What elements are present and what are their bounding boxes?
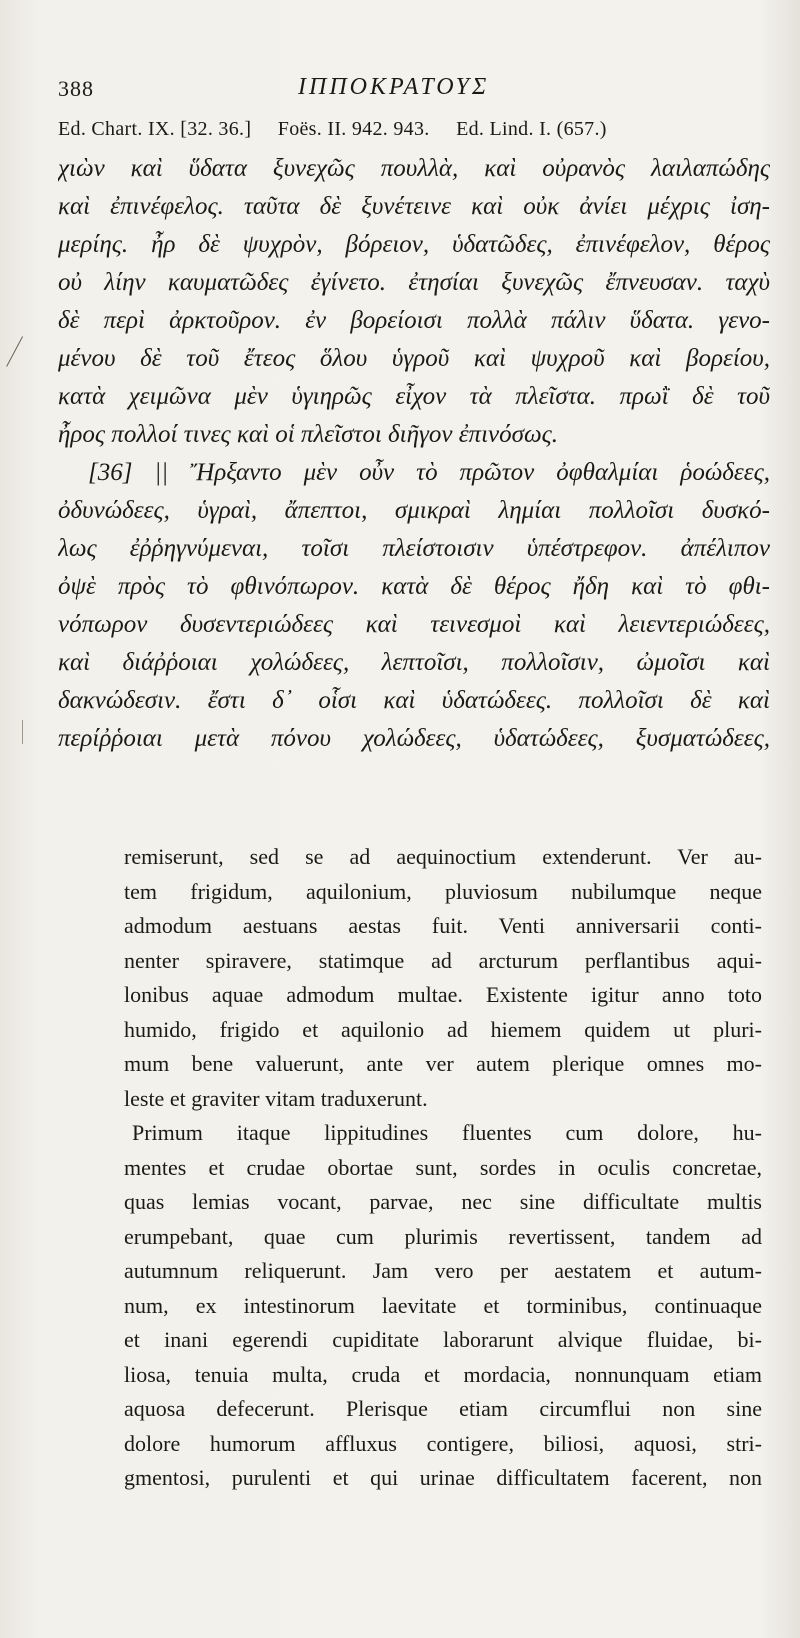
running-head <box>58 72 760 106</box>
greek-line: ὀδυνώδεες, ὑγραὶ, ἄπεπτοι, σμικραὶ λημίαι πολλοῖσι δυσκό- <box>58 497 770 524</box>
greek-line: δακνώδεσιν. ἔστι δ᾽ οἷσι καὶ ὑδατώδεες. πολλοῖσι δὲ καὶ <box>58 687 770 714</box>
latin-line: autumnum reliquerunt. Jam vero per aestatem et autum- <box>124 1258 762 1283</box>
greek-line: νόπωρον δυσεντεριώδεες καὶ τεινεσμοὶ καὶ λειεντεριώδεες, <box>58 611 770 638</box>
greek-line: [36] || Ἤρξαντο μὲν οὖν τὸ πρῶτον ὀφθαλμίαι ῥοώδεες, <box>88 459 770 486</box>
greek-line: λως ἐῤῥηγνύμεναι, τοῖσι πλείστοισιν ὑπέστρεφον. ἀπέλιπον <box>58 535 770 562</box>
latin-translation-block <box>124 840 762 1496</box>
latin-line: mentes et crudae obortae sunt, sordes in oculis concretae, <box>124 1154 762 1180</box>
greek-line: μένου δὲ τοῦ ἔτεος ὅλου ὑγροῦ καὶ ψυχροῦ καὶ βορείου, <box>58 345 770 372</box>
latin-line: humido, frigido et aquilonio ad hiemem quidem ut pluri- <box>124 1016 762 1042</box>
greek-line: δὲ περὶ ἀρκτοῦρον. ἐν βορείοισι πολλὰ πάλιν ὕδατα. γενο- <box>58 307 770 334</box>
running-title: ΙΠΠΟΚΡΑΤΟΥΣ <box>298 74 490 100</box>
latin-line: remiserunt, sed se ad aequinoctium extenderunt. Ver au- <box>124 844 762 869</box>
greek-line: καὶ ἐπινέφελος. ταῦτα δὲ ξυνέτεινε καὶ οὐκ ἀνίει μέχρις ἰση- <box>58 193 770 220</box>
greek-line: περίῤῥοιαι μετὰ πόνου χολώδεες, ὑδατώδεες, ξυσματώδεες, <box>58 725 770 752</box>
latin-line: liosa, tenuia multa, cruda et mordacia, nonnunquam etiam <box>124 1361 762 1387</box>
margin-tick-mark <box>22 720 24 744</box>
greek-line: ὀψὲ πρὸς τὸ φθινόπωρον. κατὰ δὲ θέρος ἤδη καὶ τὸ φθι- <box>58 573 770 600</box>
greek-line: οὐ λίην καυματῶδες ἐγίνετο. ἐτησίαι ξυνεχῶς ἔπνευσαν. ταχὺ <box>58 269 770 296</box>
greek-line: κατὰ χειμῶνα μὲν ὑγιηρῶς εἶχον τὰ πλεῖστα. πρωῒ δὲ τοῦ <box>58 383 770 410</box>
latin-line: mum bene valuerunt, ante ver autem plerique omnes mo- <box>124 1051 762 1076</box>
latin-line: num, ex intestinorum laevitate et torminibus, continuaque <box>124 1292 762 1318</box>
latin-line: nenter spiravere, statimque ad arcturum perflantibus aqui- <box>124 947 762 973</box>
margin-pencil-mark <box>6 336 25 367</box>
latin-line: erumpebant, quae cum plurimis revertissent, tandem ad <box>124 1223 762 1249</box>
latin-line: aquosa defecerunt. Plerisque etiam circumflui non sine <box>124 1396 762 1421</box>
latin-line: admodum aestuans aestas fuit. Venti anniversarii conti- <box>124 913 762 938</box>
page-number: 388 <box>58 76 94 101</box>
latin-line: tem frigidum, aquilonium, pluviosum nubilumque neque <box>124 878 762 904</box>
latin-line: gmentosi, purulenti et qui urinae difficultatem facerent, non <box>124 1465 762 1490</box>
greek-text-block <box>58 150 770 758</box>
latin-line: dolore humorum affluxus contigere, biliosi, aquosi, stri- <box>124 1430 762 1456</box>
edition-reference: Ed. Chart. IX. [32. 36.] Foës. II. 942. 943. Ed. Lind. I. (657.) <box>58 118 607 140</box>
latin-line: Primum itaque lippitudines fluentes cum dolore, hu- <box>132 1120 762 1145</box>
latin-line: quas lemias vocant, parvae, nec sine difficultate multis <box>124 1189 762 1214</box>
latin-line: lonibus aquae admodum multae. Existente igitur anno toto <box>124 982 762 1007</box>
greek-line: μερίης. ἦρ δὲ ψυχρὸν, βόρειον, ὑδατῶδες, ἐπινέφελον, θέρος <box>58 231 770 258</box>
latin-line: et inani egerendi cupiditate laborarunt alvique fluidae, bi- <box>124 1327 762 1352</box>
greek-line: καὶ διάῤῥοιαι χολώδεες, λεπτοῖσι, πολλοῖσιν, ὠμοῖσι καὶ <box>58 649 770 676</box>
greek-line: ἦρος πολλοί τινες καὶ οἱ πλεῖστοι διῆγον ἐπινόσως. <box>58 421 558 448</box>
latin-line: leste et graviter vitam traduxerunt. <box>124 1085 428 1111</box>
greek-line: χιὼν καὶ ὕδατα ξυνεχῶς πουλλὰ, καὶ οὐρανὸς λαιλαπώδης <box>58 155 770 182</box>
